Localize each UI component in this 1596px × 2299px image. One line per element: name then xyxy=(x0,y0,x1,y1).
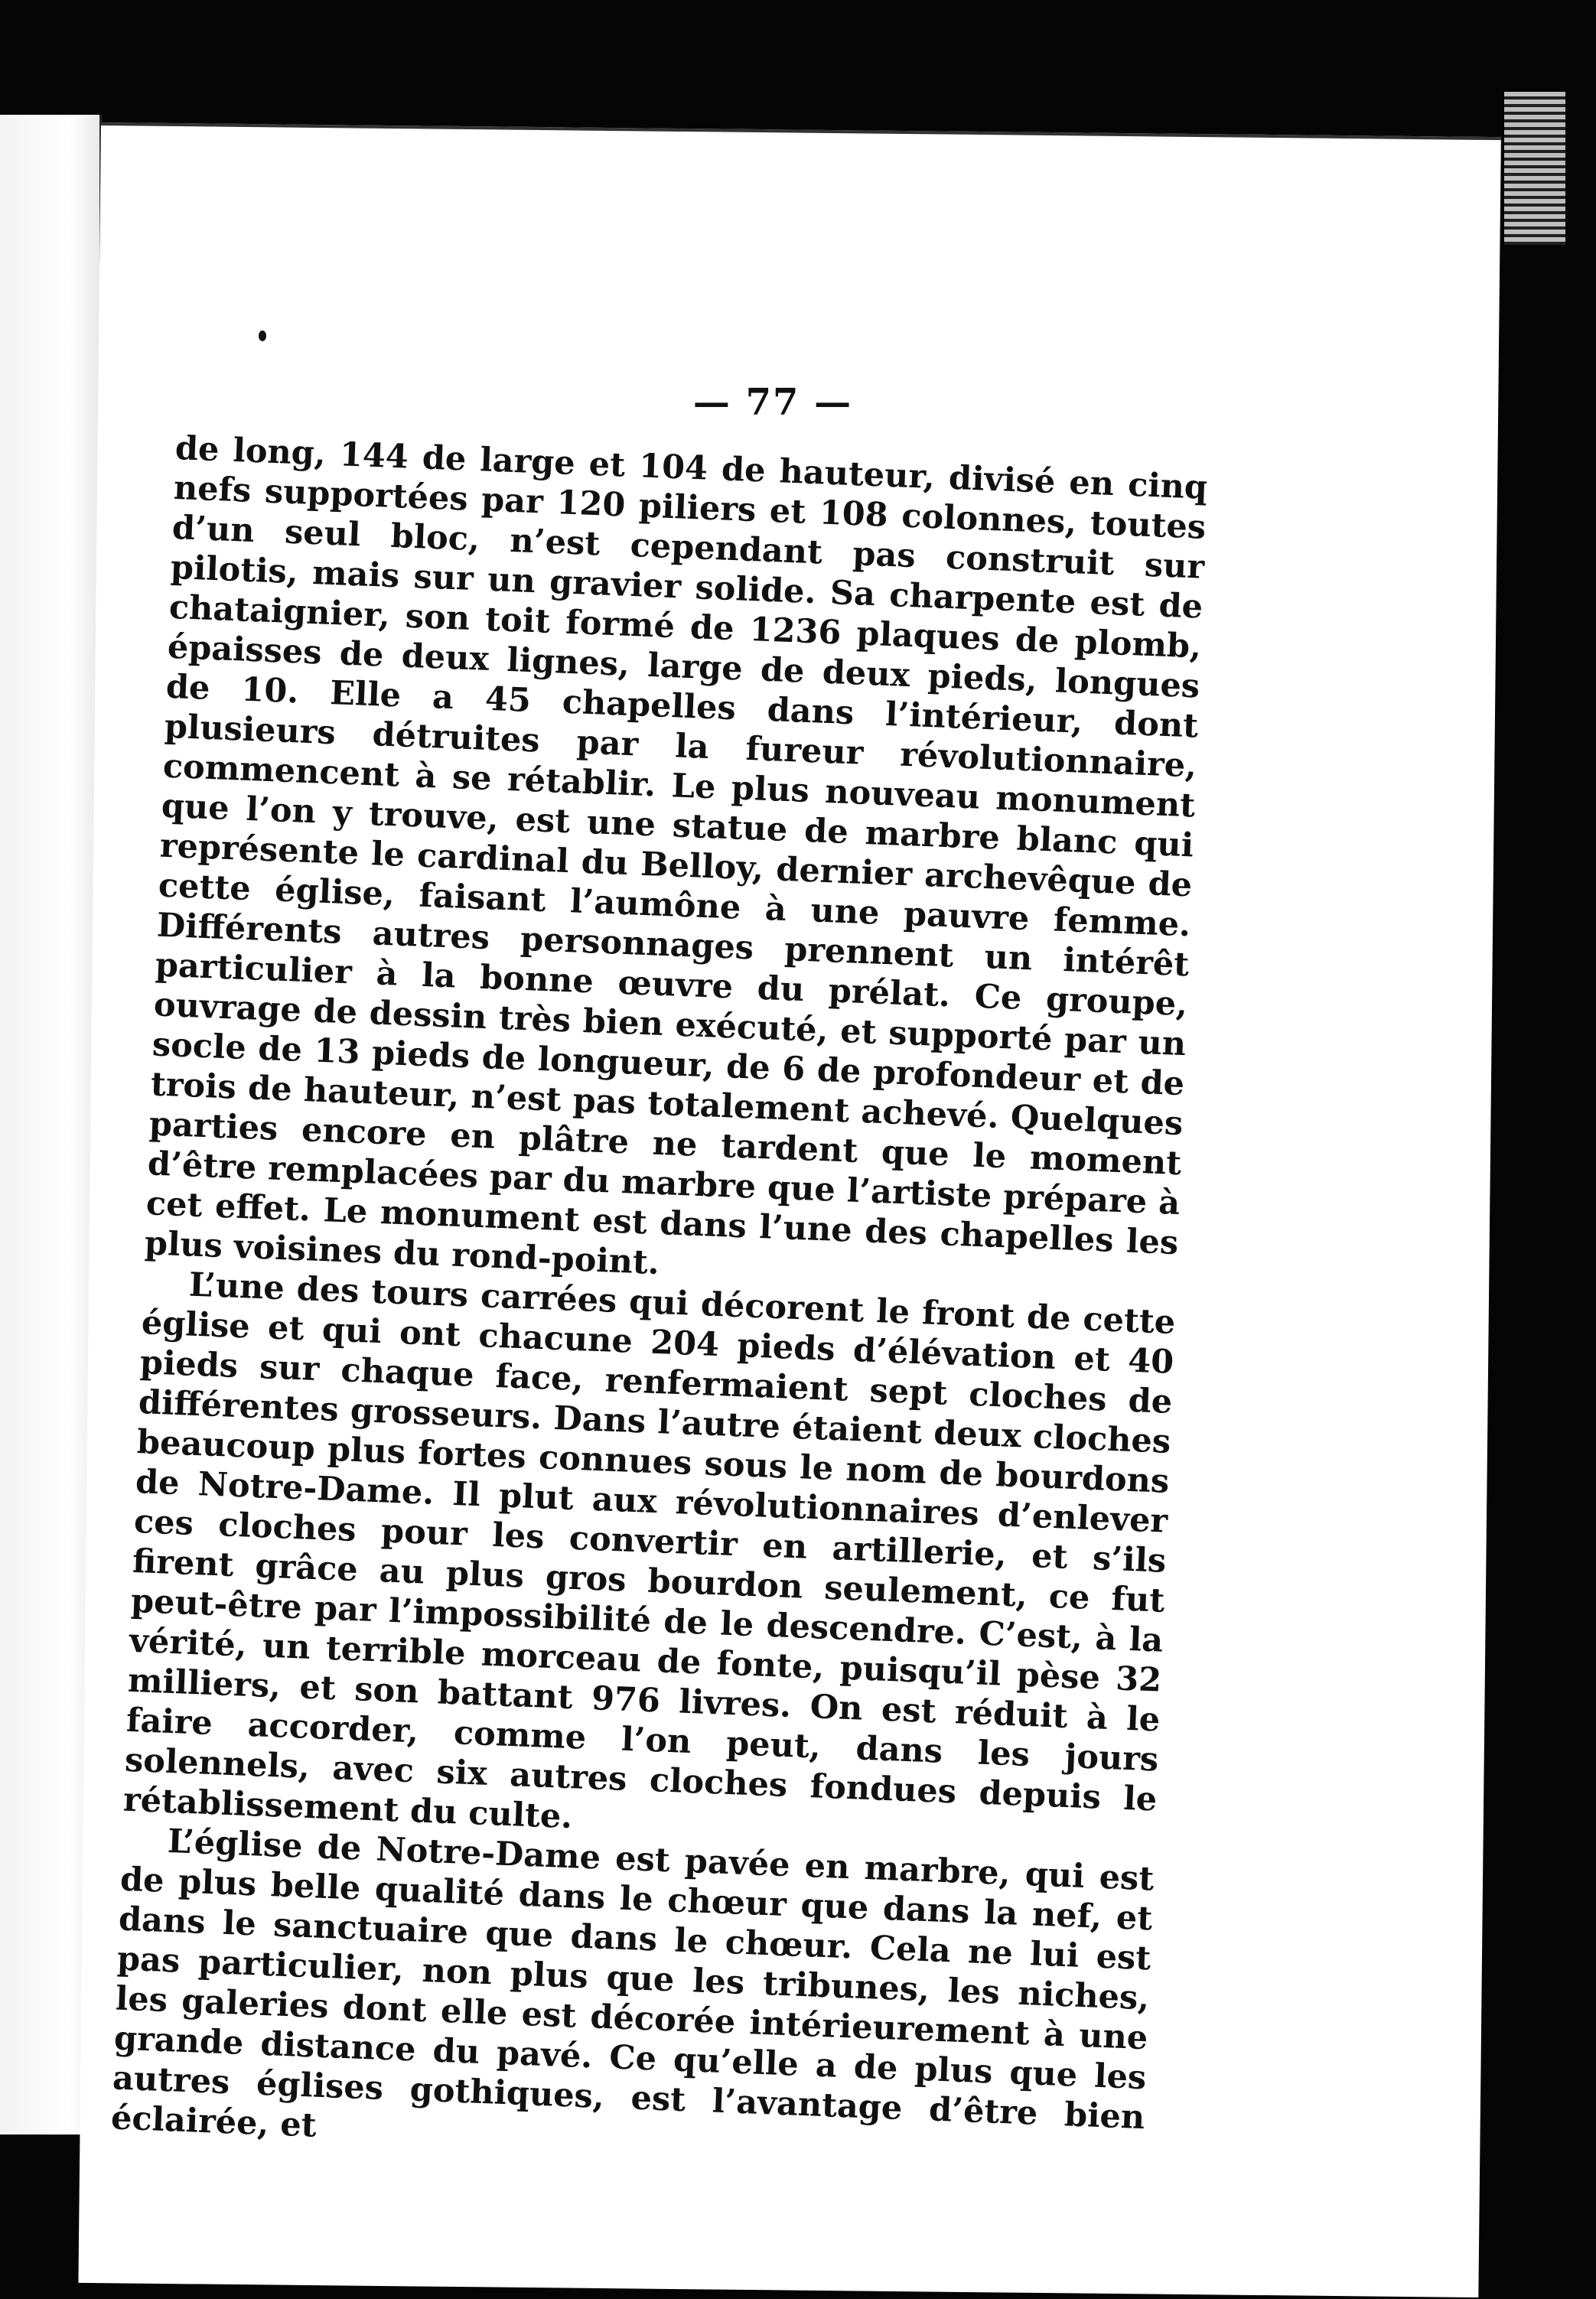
paragraph-2: L’une des tours carrées qui décorent le front de cette église et qui ont chacune 204 pieds d’élévation et 40 pieds sur chaque face, renfermaient sept cloches de différentes grosseurs. Dans l’autre étaient deux cloches beaucoup plus fortes connues sous le nom de bourdons de Notre-Dame. Il plut aux révolutionnaires d’enlever ces cloches pour les convertir en artillerie, et s’ils firent grâce au plus gros bourdon seulement, ce fut peut-être par l’impossibilité de le descendre. C’est, à la vérité, un terrible morceau de fonte, puisqu’il pèse 32 milliers, et son battant 976 livres. On est réduit à le faire accorder, comme l’on peut, dans les jours solennels, avec six autres cloches fondues depuis le rétablissement du culte. xyxy=(122,1265,1177,1837)
ink-speck xyxy=(259,331,266,341)
page-stack-edges xyxy=(1504,92,1565,245)
page-number-header: — 77 — xyxy=(692,381,853,424)
page-body-text xyxy=(110,428,1208,2177)
paragraph-1: de long, 144 de large et 104 de hauteur, divisé en cinq nefs supportées par 120 piliers et 108 colonnes, toutes d’un seul bloc, n’est cependant pas construit sur pilotis, mais sur un gravier solide. Sa charpente est de chataignier, son toit formé de 1236 plaques de plomb, épaisses de deux lignes, large de deux pieds, longues de 10. Elle a 45 chapelles dans l’intérieur, dont plusieurs détruites par la fureur révolutionnaire, commencent à se rétablir. Le plus nouveau monument que l’on y trouve, est une statue de marbre blanc qui représente le cardinal du Belloy, dernier archevêque de cette église, faisant l’aumône à une pauvre femme. Différents autres personnages prennent un intérêt particulier à la bonne œuvre du prélat. Ce groupe, ouvrage de dessin très bien exécuté, et supporté par un socle de 13 pieds de longueur, de 6 de profondeur et de trois de hauteur, n’est pas totalement achevé. Quelques parties encore en plâtre ne tardent que le moment d’être remplacées par du marbre que l’artiste prépare à cet effet. Le monument est dans l’une des chapelles les plus voisines du rond-point. xyxy=(144,428,1208,1283)
paragraph-3: L’église de Notre-Dame est pavée en marbre, qui est de plus belle qualité dans le chœur que dans la nef, et dans le sanctuaire que dans le chœur. Cela ne lui est pas particulier, non plus que les tribunes, les niches, les galeries dont elle est décorée intérieurement à une grande distance du pavé. Ce qu’elle a de plus que les autres églises gothiques, est l’avantage d’être bien éclairée, et xyxy=(110,1822,1155,2145)
